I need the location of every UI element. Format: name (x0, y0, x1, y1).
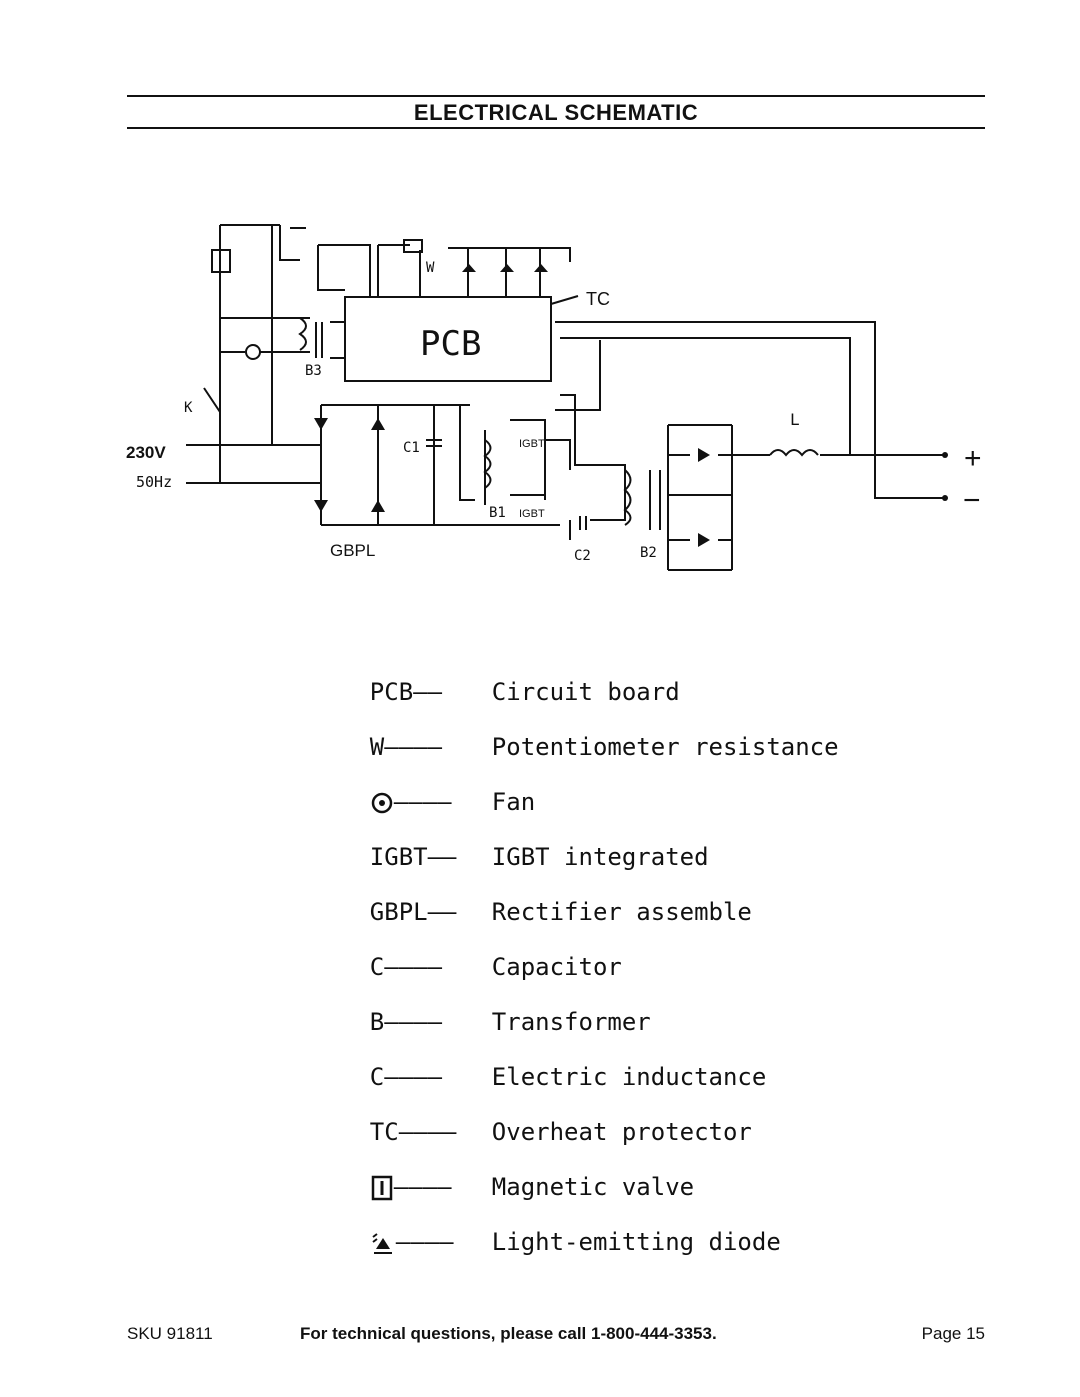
legend-row (312, 742, 536, 816)
plus-label: + (964, 442, 982, 475)
tc-protector (551, 296, 578, 304)
pcb-label: PCB (420, 324, 482, 364)
c2-capacitor (580, 516, 586, 530)
plus-terminal (942, 452, 948, 458)
minus-terminal (942, 495, 948, 501)
gbpl-label: GBPL (330, 541, 376, 560)
l-label: L (790, 410, 800, 429)
legend-row (312, 1072, 752, 1146)
l-inductor (770, 450, 818, 455)
legend-desc: Rectifier assemble (491, 898, 752, 926)
legend-row (312, 1017, 767, 1091)
freq-label: 50Hz (136, 473, 173, 491)
output-section (555, 322, 945, 570)
legend-symbol: ———— (370, 1167, 492, 1207)
minus-label: − (963, 484, 981, 517)
legend-symbol: ———— (370, 782, 492, 822)
igbt-top-label: IGBT (519, 438, 545, 450)
page-title: ELECTRICAL SCHEMATIC (413, 100, 699, 125)
b2-coil (625, 470, 660, 530)
led-icon (370, 1231, 396, 1255)
legend-row (312, 797, 709, 871)
legend-desc: Light-emitting diode (491, 1228, 781, 1256)
legend-symbol: PCB—— (369, 678, 443, 706)
legend-row (312, 907, 622, 981)
legend-desc: IGBT integrated (491, 843, 709, 871)
legend-row (312, 1182, 781, 1256)
legend-symbol: C———— (369, 1063, 443, 1091)
legend-symbol: ———— (370, 1222, 492, 1262)
tech-support-line: For technical questions, please call 1-800-444-3353. (300, 1324, 717, 1343)
legend-row (312, 632, 680, 706)
k-switch (204, 388, 220, 412)
legend-row (312, 687, 839, 761)
legend-row (312, 852, 752, 926)
legend-desc: Transformer (491, 1008, 651, 1036)
legend-desc: Circuit board (491, 678, 680, 706)
legend-symbol: TC———— (369, 1118, 457, 1146)
legend-desc: Magnetic valve (491, 1173, 695, 1201)
sku-number: SKU 91811 (127, 1324, 213, 1343)
c1-label: C1 (403, 440, 420, 456)
footer (127, 1324, 985, 1348)
legend-desc: Overheat protector (491, 1118, 752, 1146)
legend-desc: Fan (491, 788, 536, 816)
legend-symbol: IGBT—— (369, 843, 457, 871)
legend-symbol: W———— (369, 733, 443, 761)
voltage-label: 230V (126, 443, 166, 462)
legend-desc: Potentiometer resistance (491, 733, 839, 761)
legend-symbol: C———— (369, 953, 443, 981)
legend-row (312, 962, 651, 1036)
tc-label: TC (586, 289, 610, 309)
b1-label: B1 (489, 505, 506, 521)
b2-label: B2 (640, 545, 657, 561)
legend-row (312, 1127, 695, 1201)
w-label: W (426, 260, 435, 276)
igbt-bottom-label: IGBT (519, 508, 545, 520)
k-label: K (184, 400, 193, 416)
legend-desc: Electric inductance (491, 1063, 767, 1091)
legend-symbol: B———— (369, 1008, 443, 1036)
legend-desc: Capacitor (491, 953, 622, 981)
fan-icon (246, 345, 260, 359)
gbpl-bridge (272, 405, 560, 525)
c2-label: C2 (574, 548, 591, 564)
b3-label: B3 (305, 363, 322, 379)
legend-symbol: GBPL—— (369, 898, 457, 926)
page-number: Page 15 (921, 1324, 985, 1343)
electrical-schematic (0, 0, 1080, 620)
